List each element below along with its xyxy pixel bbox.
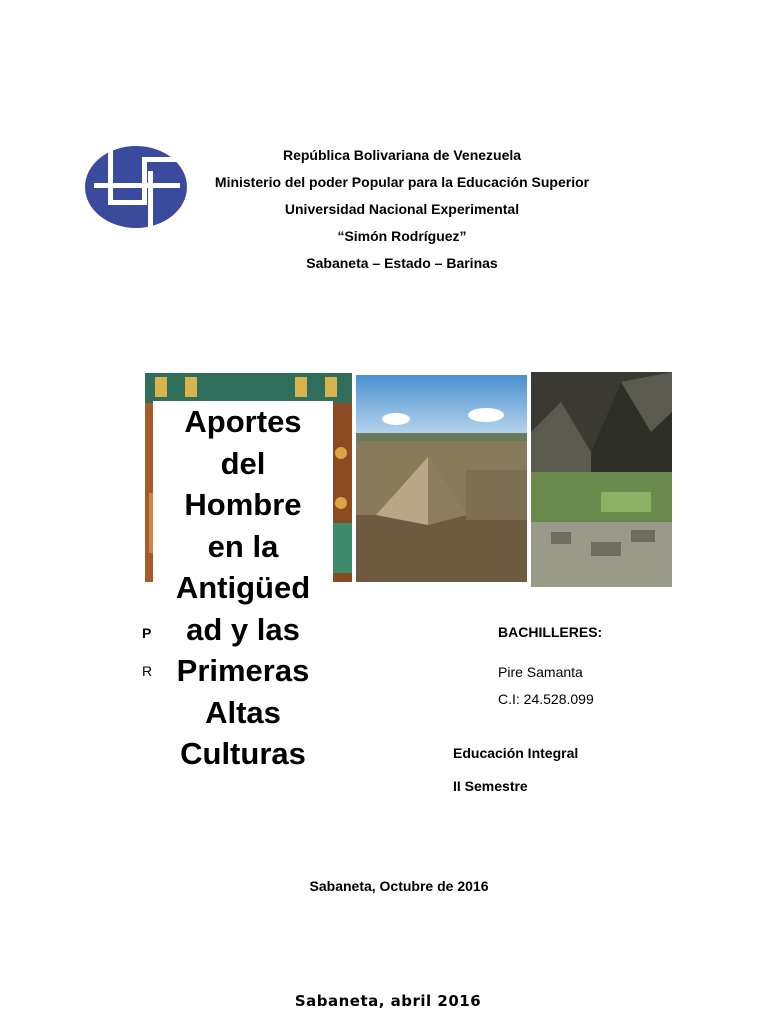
student-id: C.I: 24.528.099 (498, 691, 594, 707)
students-section (498, 624, 603, 707)
document-date: Sabaneta, Octubre de 2016 (309, 878, 489, 894)
header-line-university: Universidad Nacional Experimental (284, 201, 520, 217)
title-line: Aportes (184, 404, 302, 439)
program-name: Educación Integral (453, 745, 579, 761)
title-line: Primeras (176, 653, 310, 688)
semester: II Semestre (453, 778, 528, 794)
partial-label-second: R (142, 663, 153, 679)
student-name: Pire Samanta (498, 664, 583, 680)
document-title (153, 401, 333, 775)
title-line: en la (207, 528, 279, 564)
document-date-footer: Sabaneta, abril 2016 (294, 992, 482, 1010)
machu-picchu-image (531, 372, 672, 587)
university-logo-icon (84, 145, 188, 229)
header-line-university-name: “Simón Rodríguez” (337, 228, 467, 244)
title-line: ad y las (186, 611, 300, 647)
header-line-country: República Bolivariana de Venezuela (282, 147, 522, 163)
students-label: BACHILLERES: (498, 624, 603, 640)
header-line-ministry: Ministerio del poder Popular para la Educación Superior (214, 174, 590, 190)
title-line: del (220, 445, 266, 481)
title-line: Antigüed (175, 570, 311, 605)
career-section (453, 745, 578, 811)
teotihuacan-pyramid-image (356, 375, 527, 582)
header-line-location: Sabaneta – Estado – Barinas (306, 255, 498, 271)
title-line: Altas (205, 694, 281, 730)
title-line: Culturas (180, 736, 306, 771)
institution-header (190, 144, 614, 279)
title-line: Hombre (184, 487, 302, 522)
partial-label-first: P (142, 625, 152, 641)
